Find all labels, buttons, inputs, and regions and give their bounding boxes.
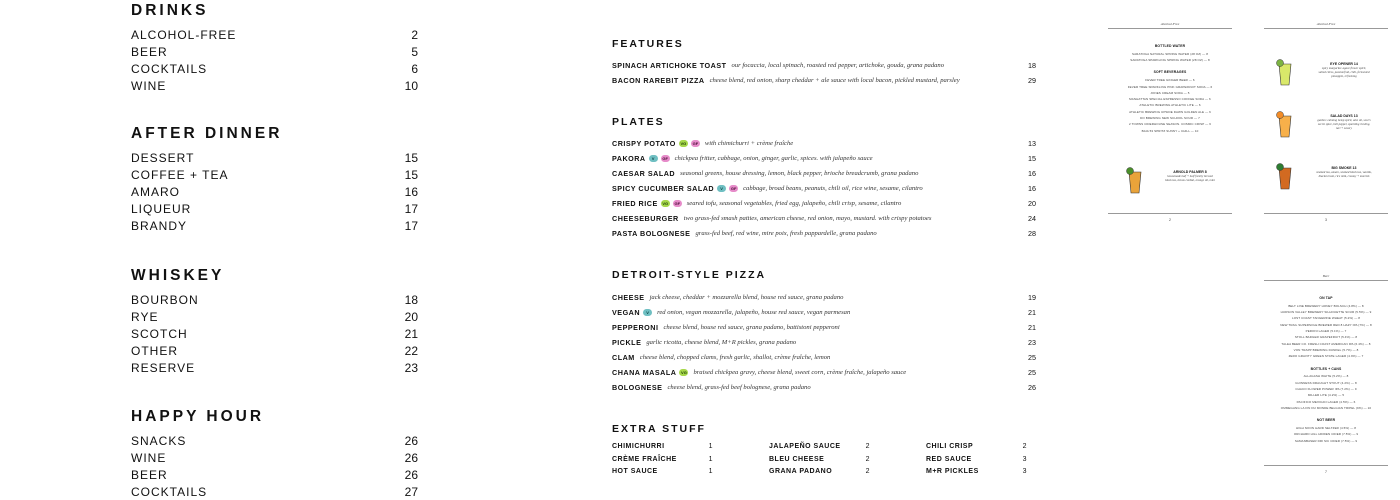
diet-badge: V [649, 155, 658, 162]
list-item: 2 TOWNS CIDERHOUSE SEASON. COSMIC CRISP — 6 [1129, 122, 1211, 127]
menu-item-price: 19 [1028, 292, 1036, 302]
toc-entry-page: 27 [404, 485, 418, 500]
toc-entry-name: ALCOHOL-FREE [131, 27, 237, 42]
menu-item-description: cheese blend, red onion, sharp cheddar + ale sauce with local bacon, pickled mustard, parsley [709, 76, 960, 84]
menu-item-name: SPICY CUCUMBER SALAD [612, 183, 715, 193]
extra-item [769, 468, 870, 475]
menu-item [612, 321, 1036, 333]
menu-item-name: CHANA MASALA [612, 368, 677, 377]
toc-entry-page: 22 [404, 344, 418, 359]
extra-item-name: JALAPEÑO SAUCE [769, 443, 841, 450]
menu-item-price: 29 [1028, 75, 1036, 85]
menu-item [612, 213, 1036, 225]
menu-item-description: jack cheese, cheddar + mozzarella blend, house red sauce, grana padano [649, 293, 844, 301]
group-heading: BOTTLED WATER [1154, 44, 1186, 48]
extra-item-name: M+R PICKLES [926, 468, 979, 475]
list-item: SARATOGA NATURAL SPRING WATER (28 OZ) — 8 [1131, 51, 1208, 56]
list-item: TALEA BEER CO. FRESH COAST AMERICAN IPA (6.4%) — 8 [1281, 341, 1371, 346]
list-item: HIGH NOON HARD SELTZER (4.5%) — 8 [1295, 425, 1357, 430]
extra-item-price: 2 [865, 455, 870, 463]
menu-item-description: our focaccia, local spinach, roasted red pepper, artichoke, gouda, grana padano [731, 61, 945, 69]
toc-entry-page: 21 [404, 326, 418, 341]
toc-entry[interactable] [131, 61, 418, 76]
list-item: DO BREWING NEW SCHOOL SOUR — 7 [1140, 116, 1200, 120]
menu-item-price: 20 [1028, 198, 1036, 208]
drink-description: black tea, lemon cordial, orange oil, mint [1165, 178, 1215, 182]
extra-item [926, 468, 1027, 475]
group-heading: SOFT BEVERAGES [1153, 70, 1187, 75]
featured-drink [1300, 166, 1388, 178]
featured-drink [1300, 114, 1388, 130]
list-item: NEW TRAIL SUPERSOLE BREWER RED 8 HAZY IPA (7%) — 8 [1280, 322, 1372, 327]
menu-item-name: CLAM [612, 352, 635, 362]
list-item: OMMEGANG LA FIN DU MONDE BELGIAN TRIPEL (9%) — 10 [1280, 405, 1372, 410]
list-item: JONES CREAM SODA — 5 [1150, 90, 1190, 95]
menu-item [612, 351, 1036, 363]
menu-item [612, 152, 1036, 164]
menu-item-description: seasonal greens, house dressing, lemon, black pepper, brioche breadcrumb, grana padano [680, 169, 919, 177]
menu-item [612, 182, 1036, 194]
menu-item-price: 25 [1028, 368, 1036, 377]
extra-item-price: 2 [865, 468, 870, 475]
menu-item [612, 336, 1036, 348]
extra-item-name: BLEU CHEESE [769, 455, 825, 463]
menu-item-price: 25 [1028, 352, 1036, 362]
featured-drink [1300, 62, 1388, 78]
cocktail-glass-icon [1126, 166, 1144, 196]
menu-item [612, 197, 1036, 209]
menu-item [612, 367, 1036, 379]
extra-item-name: RED SAUCE [926, 455, 972, 463]
list-item: STOLL BADGER GRAPEFRUIT (5.4%) — 8 [1294, 335, 1358, 340]
extra-item [612, 443, 713, 450]
list-item: GUINNESS DRAUGHT STOUT (4.2%) — 8 [1295, 380, 1357, 385]
drink-description: spicy margarita: agave flower spirit, [1321, 66, 1367, 70]
toc-entry[interactable] [131, 79, 418, 94]
list-item: CHACO FLOWER POWER IPA (7.2%) — 9 [1295, 386, 1357, 391]
cocktail-glass-icon [1276, 110, 1294, 140]
menu-item-description: cheese blend, house red sauce, grana padano, battistoni pepperoni [663, 323, 840, 331]
toc-entry-name: SNACKS [131, 433, 187, 448]
toc-entry-page: 17 [404, 202, 418, 217]
list-item: VON TRAPP BREWING DUNKEL (5.7%) — 8 [1293, 347, 1359, 352]
toc-entry-page: 23 [404, 361, 418, 376]
extra-item-name: HOT SAUCE [612, 468, 658, 475]
menu-item-description: garlic ricotta, cheese blend, M+R pickles, grana padano [646, 338, 797, 346]
menu-item-price: 18 [1028, 60, 1036, 70]
toc-entry-page: 10 [404, 79, 418, 94]
toc-entry-page: 16 [404, 184, 418, 199]
menu-item-description: with chimichurri + crème fraîche [704, 139, 794, 147]
menu-item-price: 28 [1028, 229, 1036, 239]
extra-item-name: CHIMICHURRI [612, 443, 665, 450]
menu-item-price: 23 [1028, 337, 1036, 347]
list-item: ATHLETIC BREWING UPSIDE DAWN GOLDEN ALE — 6 [1129, 109, 1211, 114]
toc-entry-page: 26 [404, 450, 418, 465]
diet-badge: V [643, 309, 652, 316]
menu-item-price: 26 [1028, 383, 1036, 393]
toc-entry[interactable] [131, 467, 418, 482]
toc-entry-page: 15 [404, 167, 418, 182]
list-item: ATHLETIC BREWING ATHLETIC LITE — 6 [1139, 103, 1201, 108]
drink-name-text: BIG SMOKE [1331, 166, 1352, 170]
drink-description: housemade half + half freshly brewed [1167, 174, 1213, 178]
drink-description: smoked tea, amaro, smoked black tea, vanilla, [1316, 170, 1372, 174]
section-title: WHISKEY [131, 267, 225, 284]
list-item: BELT LINE BREWERY HONEY BOLSCH (4.8%) — 8 [1288, 303, 1364, 308]
group-heading: BOTTLES + CANS [1310, 366, 1342, 371]
thumbnail-header: Alcohol-Free [1316, 22, 1336, 26]
toc-entry[interactable] [131, 344, 418, 359]
menu-item-name: PEPPERONI [612, 322, 659, 332]
toc-entry[interactable] [131, 202, 418, 217]
toc-entry-name: WINE [131, 79, 167, 94]
list-item: ZERO GRAVITY GREEN STATE LAGER (4.9%) — 7 [1288, 354, 1364, 359]
menu-item [612, 291, 1036, 303]
menu-item-price: 15 [1028, 153, 1036, 163]
toc-entry-name: LIQUEUR [131, 202, 192, 217]
toc-entry-name: DESSERT [131, 150, 195, 165]
list-item: FEVER TREE GINGER BEER — 6 [1145, 78, 1195, 83]
extra-item-price: 1 [708, 455, 713, 463]
divider [1264, 280, 1388, 281]
toc-entry[interactable] [131, 326, 418, 341]
toc-entry[interactable] [131, 219, 418, 234]
drink-price: 13 [1352, 166, 1357, 170]
table-of-contents [0, 0, 430, 500]
section-title: PLATES [612, 116, 665, 128]
menu-item-name: PAKORA [612, 153, 646, 163]
toc-entry[interactable] [131, 184, 418, 199]
extra-item [926, 443, 1027, 450]
extra-item-name: CHILI CRISP [926, 443, 974, 450]
menu-item-description: chickpea fritter, cabbage, onion, ginger, garlic, spices. with jalapeño sauce [674, 154, 873, 162]
diet-badge: VG [662, 200, 669, 206]
section-title: EXTRA STUFF [612, 423, 706, 435]
thumbnail-page-2[interactable] [1108, 22, 1232, 222]
menu-item-price: 24 [1028, 214, 1036, 223]
list-item: PACIFICO MEXICAN LAGER (4.5%) — 6 [1296, 399, 1356, 404]
menu-item-description: grass-fed beef, red wine, mire poix, fresh pappardelle, grana padano [695, 230, 877, 238]
list-item: FEVER TREE SPARKLING PINK GRAPEFRUIT SODA — 6 [1127, 84, 1213, 89]
drink-name-text: ARNOLD PALMER [1173, 170, 1204, 174]
extra-item-price: 1 [708, 443, 713, 450]
list-item: HUDSON VALLEY BREWERY SILHOUETTE SOUR (5.5%) — 9 [1280, 310, 1372, 315]
toc-entry-page: 18 [404, 292, 418, 307]
thumbnail-header: Alcohol-Free [1160, 22, 1180, 26]
menu-item-price: 13 [1028, 138, 1036, 148]
extra-item [612, 468, 713, 475]
menu-item-name: CAESAR SALAD [612, 168, 676, 178]
toc-entry-page: 20 [404, 309, 418, 324]
menu-item-name: BOLOGNESE [612, 383, 663, 393]
toc-entry-name: RESERVE [131, 361, 196, 376]
extra-item [769, 456, 870, 463]
drink-name-text: SALAD DAYS [1330, 114, 1353, 118]
menu-item-name: CHEESEBURGER [612, 214, 679, 223]
toc-entry-page: 2 [411, 27, 418, 42]
toc-entry[interactable] [131, 361, 418, 376]
drink-description: garden: calming hemp spirit, aloe oil, sour's [1317, 118, 1371, 122]
extra-item-price: 2 [1022, 443, 1027, 450]
toc-entry[interactable] [131, 292, 418, 307]
menu-item-name: CRISPY POTATO [612, 138, 676, 148]
diet-badge: GF [662, 155, 668, 161]
list-item: MANHATTAN SPECIAL ESPRESSO COFFEE SODA — 6 [1129, 97, 1211, 102]
list-item: SAMANBASER DRI SIC CIDER (7.5%) — 9 [1294, 438, 1358, 443]
menu-item [612, 74, 1036, 86]
menu-item-description: cheese blend, chopped clams, fresh garlic, shallot, crème fraîche, lemon [639, 353, 831, 361]
group-heading: NOT BEER [1316, 418, 1336, 423]
drink-price: 13 [1353, 114, 1358, 118]
menu-item [612, 382, 1036, 394]
menu-item-price: 21 [1028, 322, 1036, 332]
menu-item-description: seared tofu, seasonal vegetables, fried egg, jalapeño, chili crisp, sesame, cilantro [686, 199, 902, 207]
page-number: 2 [1169, 218, 1171, 222]
toc-entry-name: COCKTAILS [131, 485, 208, 500]
featured-drink [1148, 170, 1232, 182]
menu-item [612, 137, 1036, 149]
toc-entry-page: 26 [404, 433, 418, 448]
toc-entry-name: WINE [131, 450, 167, 465]
diet-badge: VG [681, 370, 687, 375]
diet-badge: GF [730, 185, 737, 191]
menu-item-name: PASTA BOLOGNESE [612, 229, 691, 239]
toc-entry[interactable] [131, 150, 418, 165]
divider [1108, 28, 1232, 29]
toc-entry[interactable] [131, 44, 418, 59]
drink-description: secret spice, bell pepper, sparkling riesling, [1317, 122, 1371, 126]
toc-entry[interactable] [131, 433, 418, 448]
menu-item-description: cabbage, broad beans, peanuts, chili oil, rice wine, sesame, cilantro [743, 184, 923, 192]
menu-item-description: braised chickpea gravy, cheese blend, sweet corn, crème fraîche, jalapeño sauce [693, 369, 907, 376]
diet-badge: GF [692, 140, 699, 146]
toc-entry[interactable] [131, 27, 418, 42]
menu-item-name: VEGAN [612, 307, 641, 317]
cocktail-glass-icon [1276, 58, 1294, 88]
menu-item-price: 16 [1028, 183, 1036, 193]
toc-entry-page: 6 [411, 61, 418, 76]
menu-item-name: FRIED RICE [612, 198, 658, 208]
extra-item [926, 456, 1027, 463]
menu-item-description: red onion, vegan mozzarella, jalapeño, house red sauce, vegan parmesan [657, 308, 851, 316]
extra-item [769, 443, 870, 450]
drink-price: 8 [1204, 170, 1207, 174]
section-title: FEATURES [612, 38, 684, 50]
toc-entry-name: BEER [131, 44, 168, 59]
menu-item [612, 59, 1036, 71]
extra-item [612, 456, 713, 463]
diet-badge: V [717, 185, 726, 192]
extras-row [612, 456, 1036, 468]
thumbnail-header: Beer [1322, 274, 1330, 278]
toc-entry-name: SCOTCH [131, 326, 188, 341]
toc-entry-page: 17 [404, 219, 418, 234]
menu-item-name: BACON RAREBIT PIZZA [612, 75, 705, 85]
extra-item-price: 1 [708, 468, 713, 475]
menu-item-name: PICKLE [612, 337, 642, 347]
drink-description: blackcurrant, rice milk, creamy + moreish [1318, 174, 1370, 178]
section-title: HAPPY HOUR [131, 408, 265, 425]
toc-entry-name: AMARO [131, 184, 181, 199]
drink-description: pineapple, refreshing [1331, 74, 1357, 78]
toc-entry-name: OTHER [131, 344, 178, 359]
list-item: SARATOGA SPARKLING SPRING WATER (28 OZ) — 8 [1130, 58, 1210, 63]
toc-entry-name: RYE [131, 309, 159, 324]
extras-row [612, 468, 1036, 480]
section-title: DRINKS [131, 2, 209, 19]
toc-entry[interactable] [131, 167, 418, 182]
menu-item-description: two grass-fed smash patties, american cheese, red onion, mayo, mustard. with crispy potatoes [683, 215, 932, 222]
page-number: 7 [1325, 470, 1327, 474]
list-item: BAIA 53 SPRITZ SUNNY + CHILL — 10 [1141, 128, 1199, 133]
diet-badge: GF [674, 200, 681, 206]
drink-price: 14 [1353, 62, 1358, 66]
menu-item-price: 16 [1028, 168, 1036, 178]
list-item: ORCHARD HILL HIDDEN CIDER (7.5%) — 9 [1293, 432, 1359, 437]
toc-entry-page: 15 [404, 150, 418, 165]
list-item: MILLER LITE (4.2%) — 5 [1307, 393, 1345, 398]
drink-description: tart + savory [1336, 126, 1352, 130]
group-heading: ON TAP [1319, 296, 1333, 300]
toc-entry-name: BEER [131, 467, 168, 482]
toc-entry[interactable] [131, 450, 418, 465]
menu-item-name: CHEESE [612, 292, 645, 302]
menu-item [612, 306, 1036, 318]
thumbnail-page-3[interactable] [1264, 22, 1388, 222]
extra-item-price: 3 [1022, 455, 1027, 463]
list-item: LOST COAST TANGERINE WHEAT (5.2%) — 8 [1291, 316, 1361, 321]
toc-entry[interactable] [131, 485, 418, 500]
extras-row [612, 443, 1036, 455]
divider [1264, 28, 1388, 29]
toc-entry-name: COCKTAILS [131, 61, 208, 76]
diet-badge: VG [680, 140, 687, 146]
menu-item [612, 228, 1036, 240]
drink-description: salted citrus, passionfruit, chili, fermented [1318, 70, 1370, 74]
section-title: AFTER DINNER [131, 125, 283, 142]
page-number: 3 [1325, 218, 1327, 222]
menu-item-description: cheese blend, grass-fed beef bolognese, grana padano [667, 384, 811, 392]
drink-name-text: EYE OPENER [1330, 62, 1353, 66]
toc-entry-name: COFFEE + TEA [131, 167, 229, 182]
extra-item-price: 3 [1022, 468, 1027, 475]
toc-entry-name: BRANDY [131, 219, 188, 234]
extra-item-name: CRÈME FRAÎCHE [612, 455, 677, 463]
menu-item [612, 167, 1036, 179]
menu-item-price: 21 [1028, 307, 1036, 317]
menu-item-name: SPINACH ARTICHOKE TOAST [612, 60, 727, 70]
list-item: PERONI LAGER (5.1%) — 7 [1305, 329, 1347, 333]
toc-entry-page: 5 [411, 44, 418, 59]
extra-item-price: 2 [865, 443, 870, 450]
toc-entry-name: BOURBON [131, 292, 199, 307]
thumbnail-page-7[interactable] [1264, 274, 1388, 474]
list-item: ALLAGASH WHITE (5.2%) — 8 [1303, 374, 1349, 379]
toc-entry-page: 26 [404, 467, 418, 482]
cocktail-glass-icon [1276, 162, 1294, 192]
section-title: DETROIT-STYLE PIZZA [612, 269, 767, 281]
toc-entry[interactable] [131, 309, 418, 324]
extra-item-name: GRANA PADANO [769, 468, 833, 475]
food-menu [612, 0, 1036, 500]
